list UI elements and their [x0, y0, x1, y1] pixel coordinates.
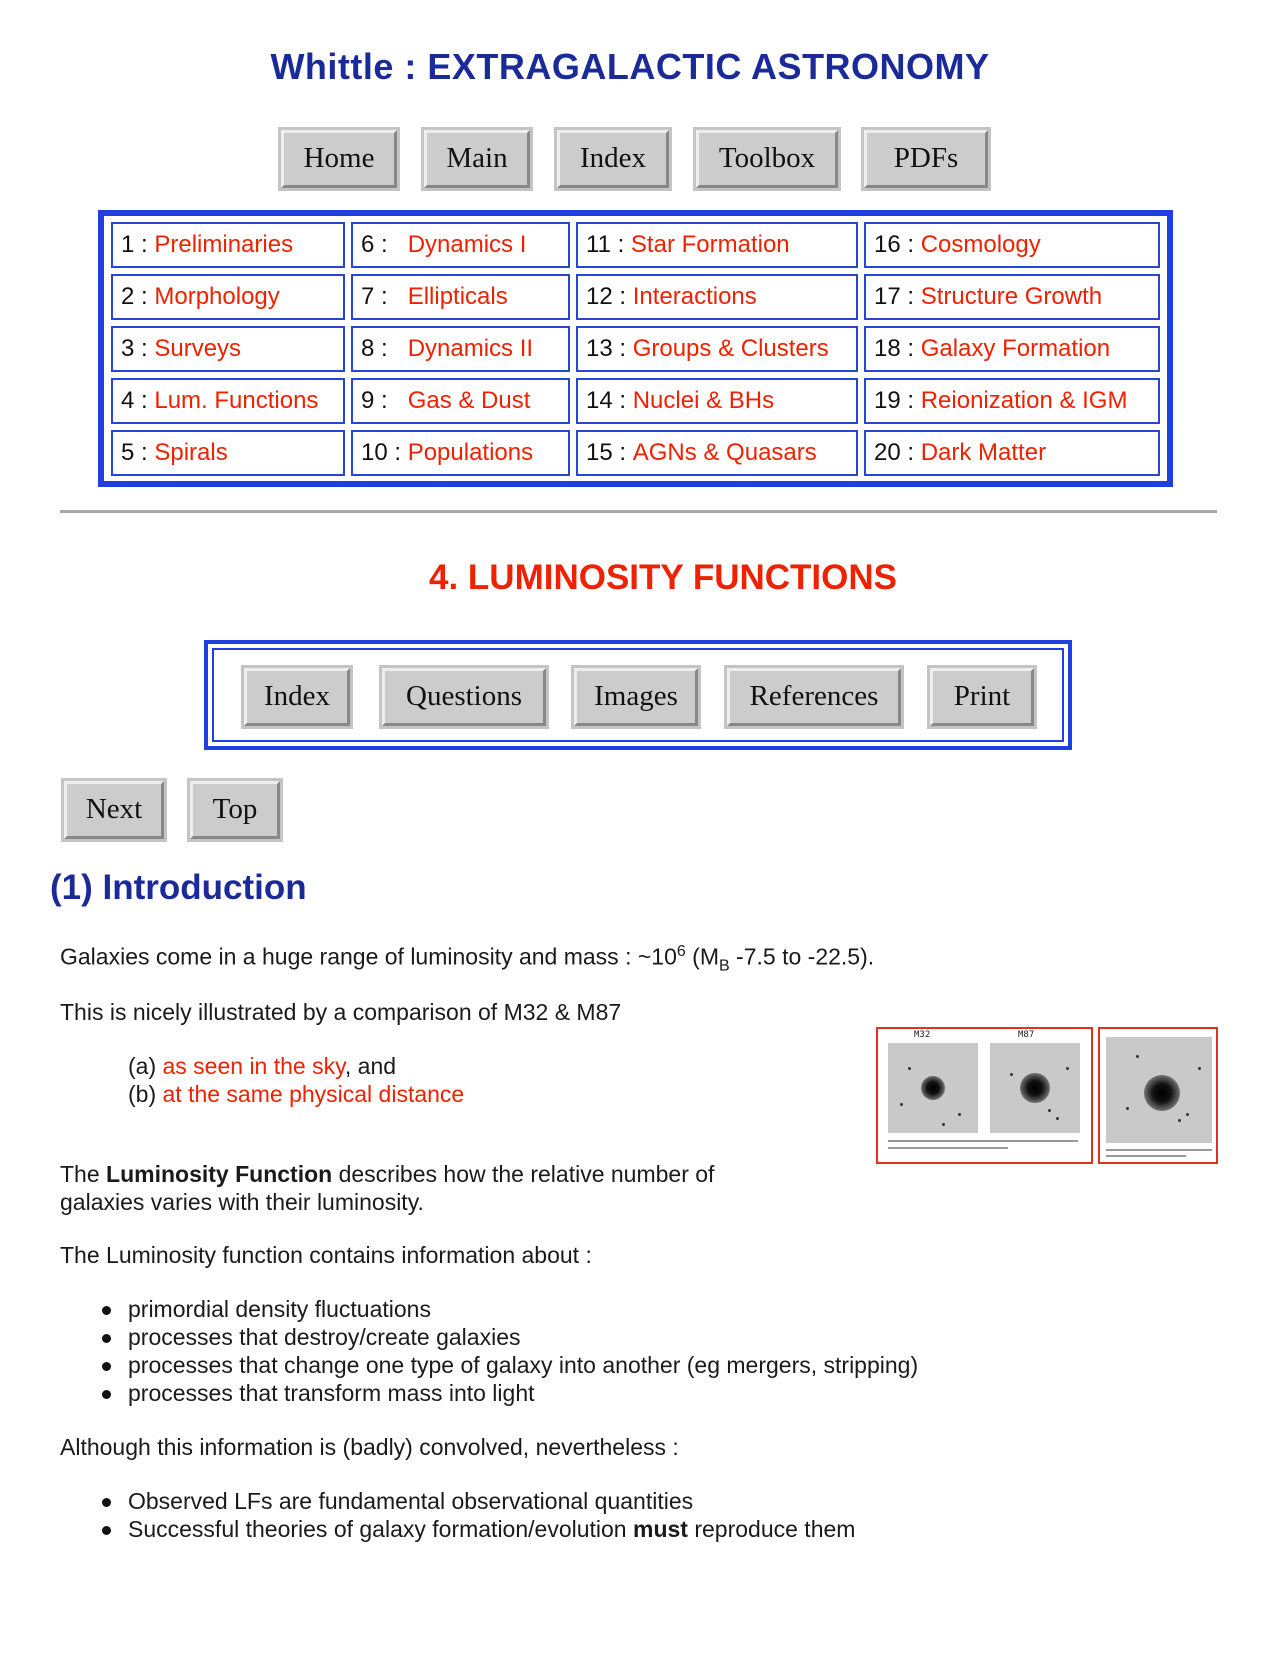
chapter-cell[interactable]: 14 : Nuclei & BHs	[576, 378, 858, 424]
chapter-link[interactable]: Cosmology	[920, 231, 1041, 258]
bullet-icon	[102, 1390, 111, 1399]
next-button[interactable]: Next	[64, 781, 164, 839]
chapter-link[interactable]: Groups & Clusters	[632, 335, 829, 362]
list-item: Successful theories of galaxy formation/evolution must reproduce them	[128, 1515, 855, 1543]
intro-paragraph-2: This is nicely illustrated by a comparison of M32 & M87	[60, 999, 622, 1025]
bullet-icon	[102, 1498, 111, 1507]
thumbnail-label-m87: M87	[1018, 1030, 1035, 1040]
as-seen-in-sky-link[interactable]: as seen in the sky	[162, 1053, 345, 1079]
top-button[interactable]: Top	[190, 781, 280, 839]
caption-text-line	[1106, 1149, 1212, 1151]
chapter-link[interactable]: Galaxy Formation	[920, 335, 1111, 362]
m87-galaxy-image	[990, 1043, 1080, 1133]
chapter-link[interactable]: Lum. Functions	[154, 387, 319, 414]
chapter-cell[interactable]: 17 : Structure Growth	[864, 274, 1160, 320]
chapter-link[interactable]: Nuclei & BHs	[632, 387, 775, 414]
bullet-icon	[102, 1334, 111, 1343]
chapter-link[interactable]: Dynamics I	[407, 231, 527, 258]
bullet-icon	[102, 1306, 111, 1315]
chapter-cell[interactable]: 19 : Reionization & IGM	[864, 378, 1160, 424]
chapter-cell[interactable]: 13 : Groups & Clusters	[576, 326, 858, 372]
chapter-cell[interactable]: 20 : Dark Matter	[864, 430, 1160, 476]
item-a: (a) as seen in the sky, and	[128, 1053, 397, 1079]
chapter-title: 4. LUMINOSITY FUNCTIONS	[429, 558, 897, 597]
chapter-link[interactable]: Surveys	[154, 335, 242, 362]
chapter-link[interactable]: Ellipticals	[407, 283, 508, 310]
chapter-cell[interactable]: 6 : Dynamics I	[351, 222, 570, 268]
chapter-link[interactable]: Star Formation	[630, 231, 790, 258]
chapter-link[interactable]: Populations	[407, 439, 534, 466]
print-button[interactable]: Print	[930, 668, 1034, 726]
chapter-link[interactable]: Morphology	[154, 283, 280, 310]
same-physical-distance-link[interactable]: at the same physical distance	[162, 1081, 465, 1107]
chapter-link[interactable]: Dark Matter	[920, 439, 1047, 466]
chapter-cell[interactable]: 8 : Dynamics II	[351, 326, 570, 372]
chapter-link[interactable]: AGNs & Quasars	[632, 439, 817, 466]
references-button[interactable]: References	[727, 668, 901, 726]
chapter-cell[interactable]: 5 : Spirals	[111, 430, 345, 476]
bullet-icon	[102, 1362, 111, 1371]
index-button[interactable]: Index	[557, 130, 669, 188]
intro-paragraph-1: Galaxies come in a huge range of luminosity and mass : $\sim 10^6$ ($M_B$ -7.5 to -22.5).	[60, 943, 875, 975]
m32-galaxy-image	[888, 1043, 978, 1133]
list-item: primordial density fluctuations	[128, 1295, 431, 1323]
chapter-cell[interactable]: 4 : Lum. Functions	[111, 378, 345, 424]
chapter-link[interactable]: Dynamics II	[407, 335, 534, 362]
chapter-cell[interactable]: 16 : Cosmology	[864, 222, 1160, 268]
caption-text-line	[888, 1147, 1008, 1149]
m32-m87-sky-thumbnail[interactable]	[876, 1027, 1093, 1164]
main-button[interactable]: Main	[424, 130, 530, 188]
images-button[interactable]: Images	[574, 668, 698, 726]
home-button[interactable]: Home	[281, 130, 397, 188]
m87-m32-same-distance-image	[1106, 1037, 1212, 1143]
chapter-cell[interactable]: 11 : Star Formation	[576, 222, 858, 268]
caption-text-line	[888, 1140, 1078, 1142]
chapter-link[interactable]: Spirals	[154, 439, 228, 466]
list-item: processes that change one type of galaxy into another (eg mergers, stripping)	[128, 1351, 918, 1379]
chapter-link[interactable]: Structure Growth	[920, 283, 1103, 310]
chapter-cell[interactable]: 10 : Populations	[351, 430, 570, 476]
chapter-cell[interactable]: 3 : Surveys	[111, 326, 345, 372]
chapter-link[interactable]: Interactions	[632, 283, 757, 310]
chapter-cell[interactable]: 9 : Gas & Dust	[351, 378, 570, 424]
list-item: processes that destroy/create galaxies	[128, 1323, 520, 1351]
site-title: Whittle : EXTRAGALACTIC ASTRONOMY	[270, 46, 990, 87]
chapter-cell[interactable]: 18 : Galaxy Formation	[864, 326, 1160, 372]
chapter-link[interactable]: Preliminaries	[154, 231, 294, 258]
intro-paragraph-5: Although this information is (badly) convolved, nevertheless :	[60, 1434, 679, 1460]
chapter-cell[interactable]: 1 : Preliminaries	[111, 222, 345, 268]
intro-paragraph-4: The Luminosity function contains information about :	[60, 1242, 592, 1268]
questions-button[interactable]: Questions	[382, 668, 546, 726]
section-heading: (1) Introduction	[50, 868, 307, 907]
chapter-index-button[interactable]: Index	[244, 668, 350, 726]
toolbox-button[interactable]: Toolbox	[696, 130, 838, 188]
divider	[60, 510, 1217, 513]
chapter-cell[interactable]: 7 : Ellipticals	[351, 274, 570, 320]
thumbnail-label-m32: M32	[914, 1030, 931, 1040]
caption-text-line	[1106, 1155, 1186, 1157]
chapter-cell[interactable]: 12 : Interactions	[576, 274, 858, 320]
pdfs-button[interactable]: PDFs	[864, 130, 988, 188]
chapter-link[interactable]: Reionization & IGM	[920, 387, 1128, 414]
chapter-cell[interactable]: 15 : AGNs & Quasars	[576, 430, 858, 476]
list-item: Observed LFs are fundamental observational quantities	[128, 1487, 693, 1515]
chapter-cell[interactable]: 2 : Morphology	[111, 274, 345, 320]
m32-m87-same-distance-thumbnail[interactable]	[1098, 1027, 1218, 1164]
item-b: (b) at the same physical distance	[128, 1081, 465, 1107]
bullet-icon	[102, 1526, 111, 1535]
list-item: processes that transform mass into light	[128, 1379, 535, 1407]
chapter-link[interactable]: Gas & Dust	[407, 387, 531, 414]
intro-paragraph-3: The Luminosity Function describes how the relative number of galaxies varies with their luminosity.	[60, 1161, 715, 1215]
